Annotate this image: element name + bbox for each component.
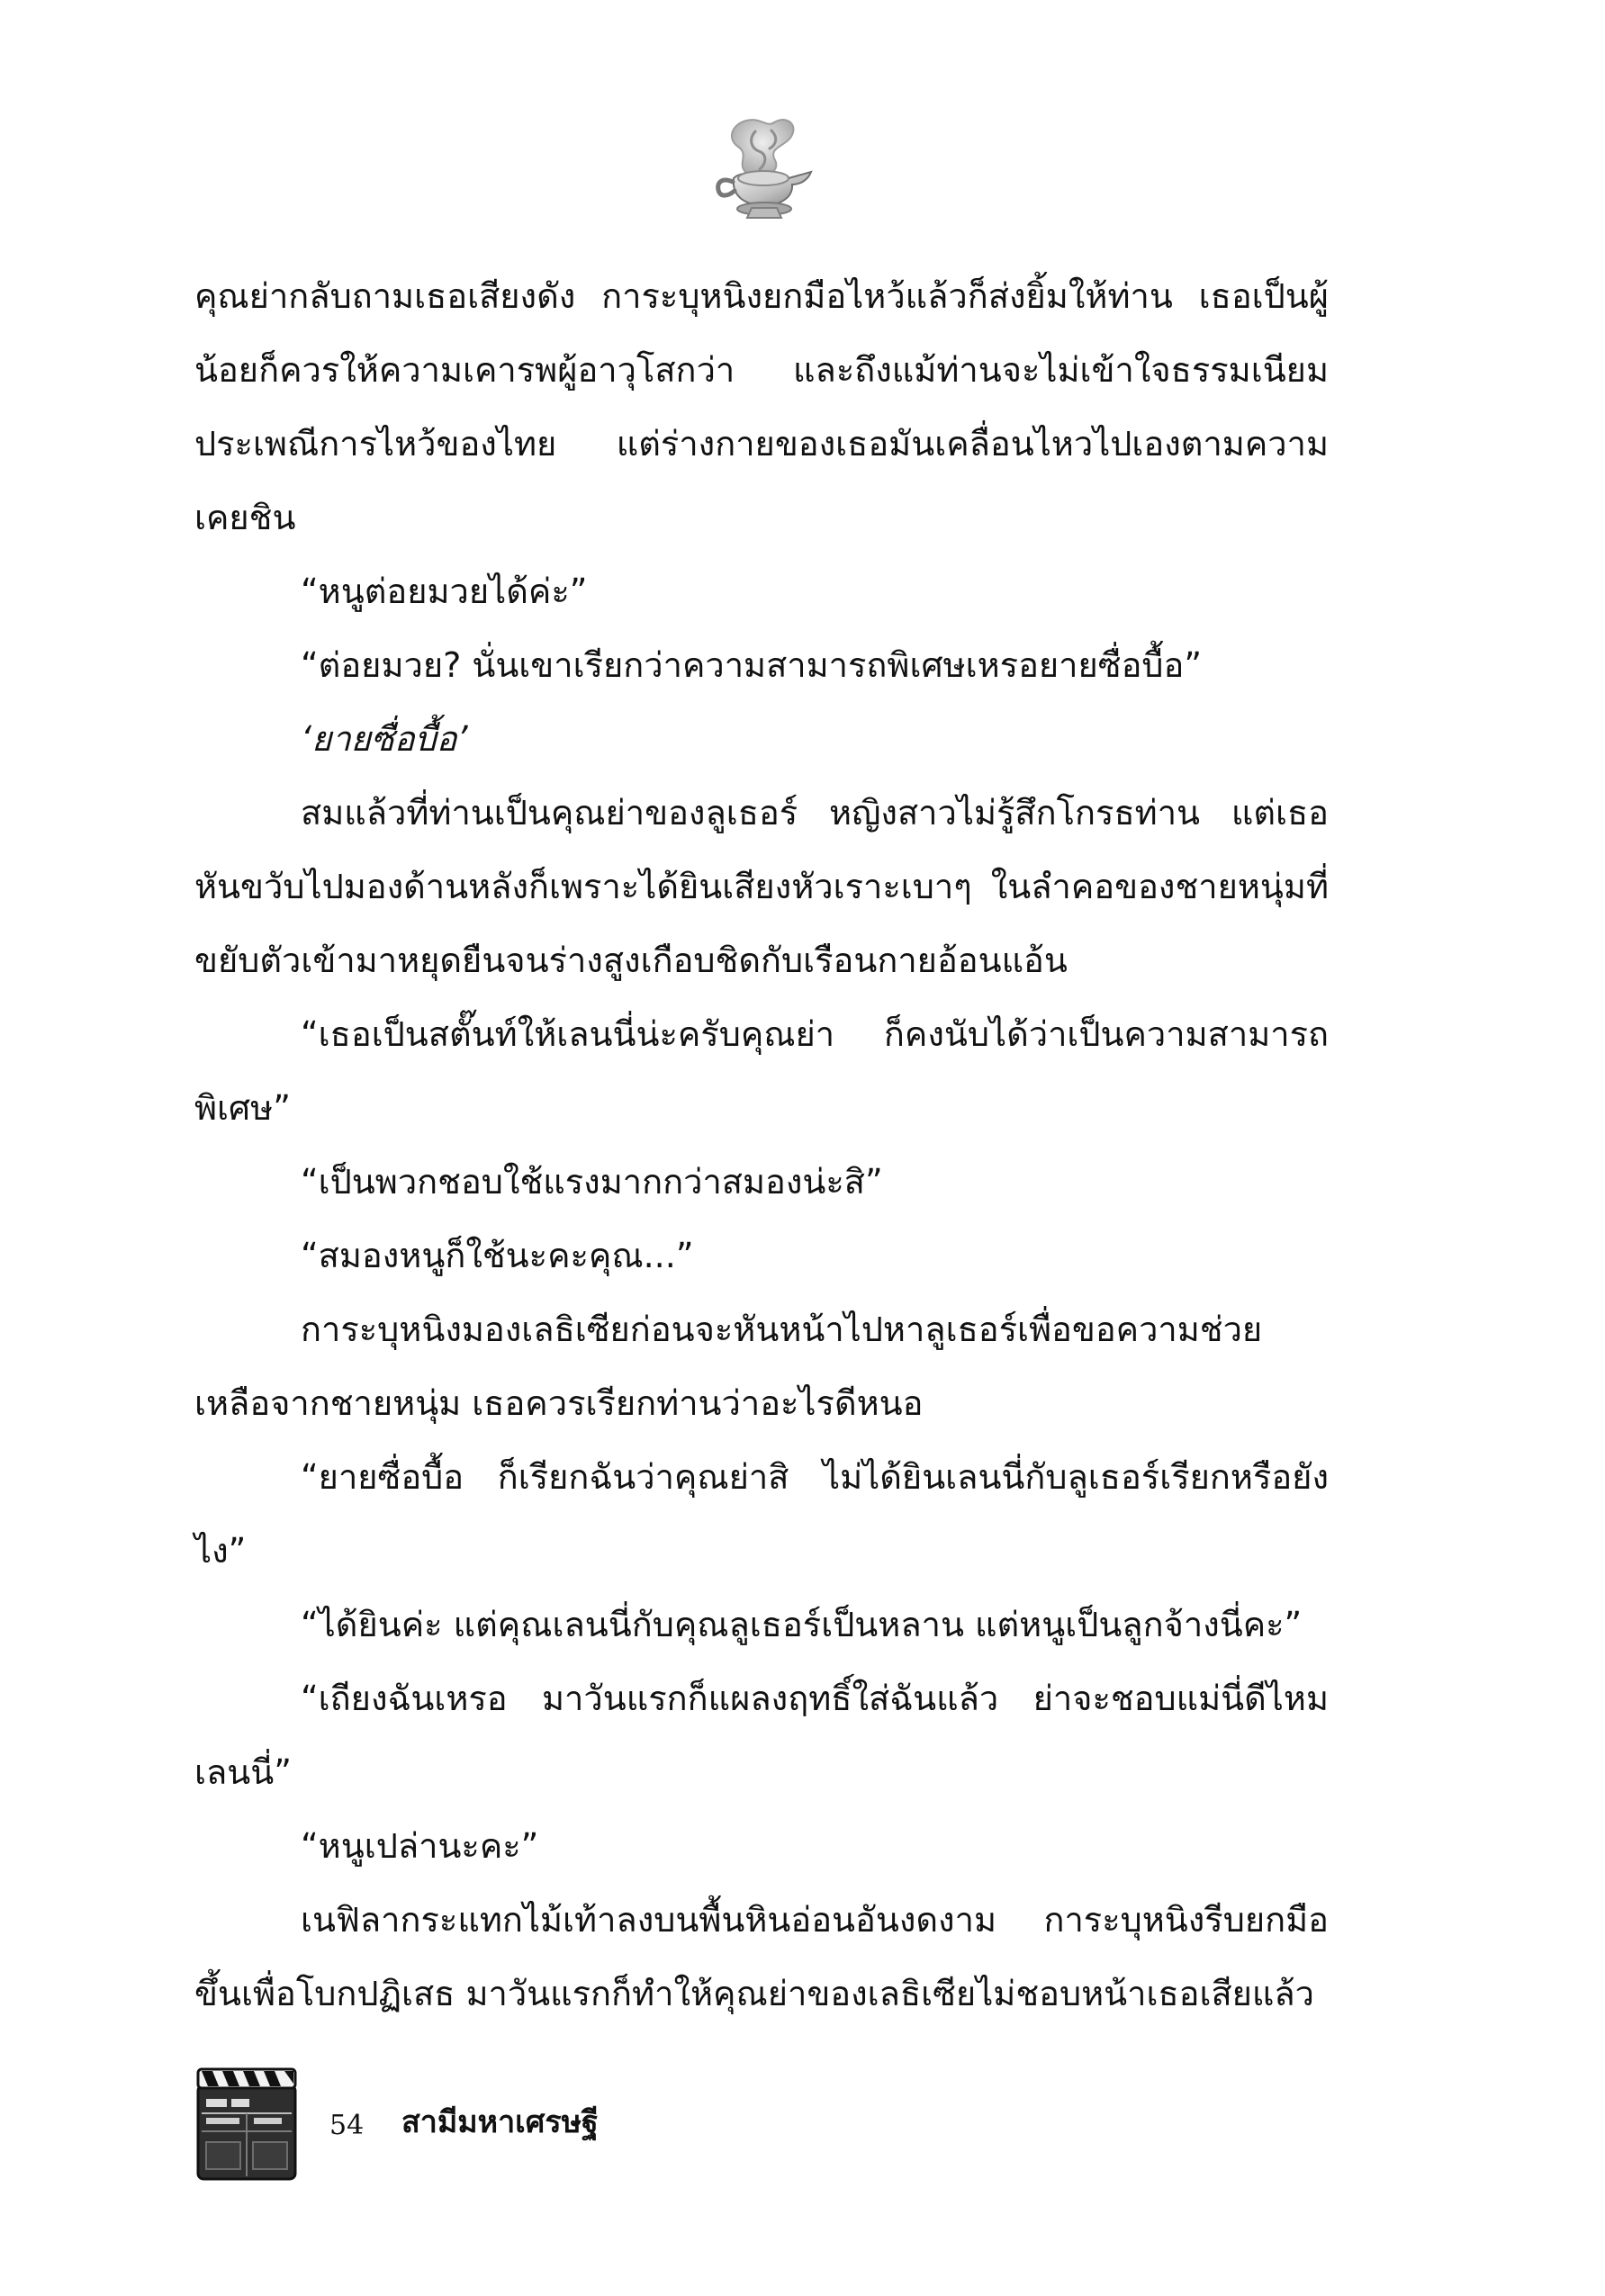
page-number: 54 <box>329 2110 365 2141</box>
story-paragraph-2: “หนูต่อยมวยได้ค่ะ” <box>301 572 588 611</box>
story-paragraph-4: ‘ยายซื่อบื้อ’ <box>301 719 468 759</box>
book-title: สามีมหาเศรษฐี <box>401 2104 599 2140</box>
story-paragraph-1: คุณย่ากลับถามเธอเสียงดัง การะบุหนิงยกมือไหว้แล้วก็ส่งยิ้มให้ท่าน เธอเป็นผู้น้อยก็ควรให้ความเคารพผู้อาวุโสกว่า และถึงแม้ท่านจะไม่เข้าใจธรรมเนียมประเพณีการไหว้ของไทย แต่ร่างกายของเธอมันเคลื่อนไหวไปเองตามความเคยชิน <box>194 276 1329 537</box>
story-paragraph-11: “ได้ยินค่ะ แต่คุณเลนนี่กับคุณลูเธอร์เป็นหลาน แต่หนูเป็นลูกจ้างนี่คะ” <box>301 1605 1303 1644</box>
clapperboard-icon <box>194 2063 301 2184</box>
story-paragraph-9: การะบุหนิงมองเลธิเซียก่อนจะหันหน้าไปหาลูเธอร์เพื่อขอความช่วยเหลือจากชายหนุ่ม เธอควรเรียกท่านว่าอะไรดีหนอ <box>194 1310 1263 1423</box>
page-footer <box>194 2063 825 2189</box>
story-paragraph-8: “สมองหนูก็ใช้นะคะคุณ...” <box>301 1236 694 1275</box>
magic-lamp-icon <box>707 108 828 230</box>
story-paragraph-12: “เถียงฉันเหรอ มาวันแรกก็แผลงฤทธิ์ใส่ฉันแล้ว ย่าจะชอบแม่นี่ดีไหมเลนนี่” <box>194 1679 1329 1792</box>
story-paragraph-13: “หนูเปล่านะคะ” <box>301 1826 539 1866</box>
story-paragraph-6: “เธอเป็นสตั๊นท์ให้เลนนี่น่ะครับคุณย่า ก็คงนับได้ว่าเป็นความสามารถพิเศษ” <box>194 1014 1329 1128</box>
story-paragraph-3: “ต่อยมวย? นั่นเขาเรียกว่าความสามารถพิเศษเหรอยายซื่อบื้อ” <box>301 645 1203 685</box>
story-paragraph-5: สมแล้วที่ท่านเป็นคุณย่าของลูเธอร์ หญิงสาวไม่รู้สึกโกรธท่าน แต่เธอหันขวับไปมองด้านหลังก็เพราะได้ยินเสียงหัวเราะเบาๆ ในลำคอของชายหนุ่มที่ขยับตัวเข้ามาหยุดยืนจนร่างสูงเกือบชิดกับเรือนกายอ้อนแอ้น <box>194 793 1329 980</box>
story-paragraph-10: “ยายซื่อบื้อ ก็เรียกฉันว่าคุณย่าสิ ไม่ได้ยินเลนนี่กับลูเธอร์เรียกหรือยังไง” <box>194 1457 1329 1571</box>
story-paragraph-7: “เป็นพวกชอบใช้แรงมากกว่าสมองน่ะสิ” <box>301 1162 883 1202</box>
story-text <box>194 259 1329 2122</box>
story-paragraph-14: เนฟิลากระแทกไม้เท้าลงบนพื้นหินอ่อนอันงดงาม การะบุหนิงรีบยกมือขึ้นเพื่อโบกปฏิเสธ มาวันแรกก็ทำให้คุณย่าของเลธิเซียไม่ชอบหน้าเธอเสียแล้ว <box>194 1900 1329 2013</box>
